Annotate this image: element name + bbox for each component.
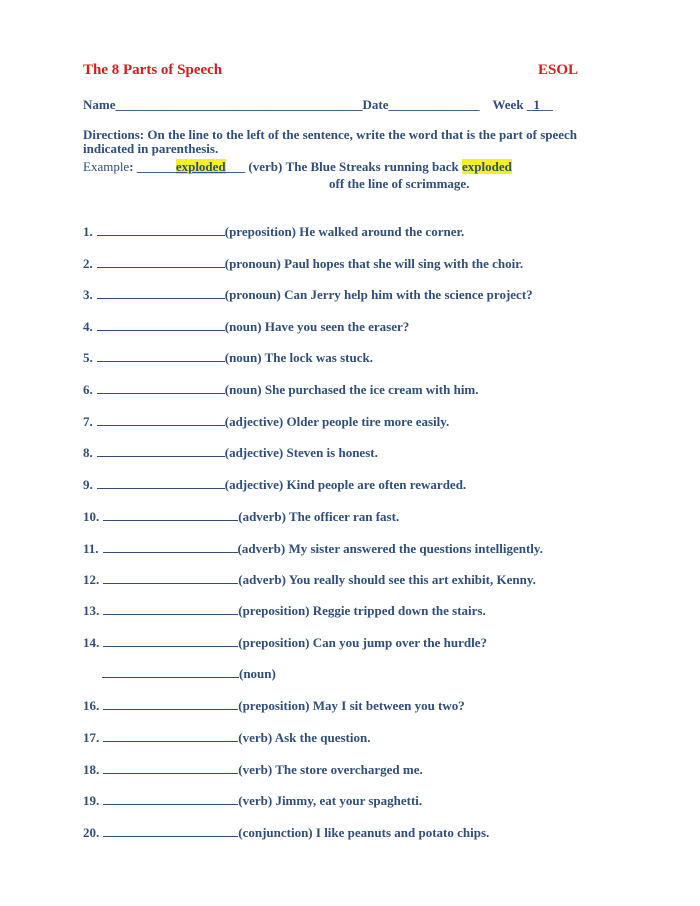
question-sentence: Can Jerry help him with the science project? [284,287,533,302]
question-row [83,825,489,841]
question-sentence: Older people tire more easily. [286,414,450,429]
answer-blank[interactable] [103,509,238,521]
answer-blank[interactable] [103,572,238,584]
question-row [83,414,449,430]
part-of-speech: (pronoun) [224,256,281,271]
part-of-speech: (noun) [239,666,276,681]
student-info-line: Name______________________________________Date______________ Week _1__ [83,97,553,112]
question-number: 5. [83,350,93,365]
question-number: 13. [83,603,100,618]
answer-blank[interactable] [103,603,238,615]
question-sentence: Paul hopes that she will sing with the choir. [284,256,524,271]
question-number: 17. [83,730,100,745]
part-of-speech: (adverb) [238,509,286,524]
question-sentence: May I sit between you two? [312,698,465,713]
question-number: 19. [83,793,100,808]
question-sentence: Kind people are often rewarded. [286,477,467,492]
part-of-speech: (preposition) [224,224,297,239]
part-of-speech: (adjective) [224,445,284,460]
part-of-speech: (verb) [238,730,273,745]
part-of-speech: (preposition) [238,603,310,618]
answer-blank[interactable] [103,762,238,774]
question-sentence: I like peanuts and potato chips. [315,825,490,840]
answer-blank[interactable] [97,319,225,331]
question-sentence: Can you jump over the hurdle? [312,635,487,650]
question-sentence: Steven is honest. [286,445,378,460]
question-number: 6. [83,382,93,397]
part-of-speech: (noun) [224,382,262,397]
part-of-speech: (adjective) [224,477,284,492]
question-row [83,793,422,809]
course-tag: ESOL [537,62,578,78]
question-number: 14. [83,635,100,650]
date-label: Date [362,97,389,112]
answer-blank[interactable] [103,698,238,710]
question-number: 4. [83,319,93,334]
question-row [83,350,373,366]
answer-blank[interactable] [97,256,225,268]
answer-blank[interactable] [97,477,225,489]
part-of-speech: (conjunction) [238,825,313,840]
question-sentence: The store overcharged me. [275,762,423,777]
question-row [83,319,409,335]
question-number: 20. [83,825,100,840]
question-row [102,666,276,682]
answer-blank[interactable] [103,730,238,742]
directions-text: Directions: On the line to the left of the sentence, write the word that is the part of speech indicated in parenthesis. [83,127,578,156]
part-of-speech: (adjective) [224,414,284,429]
question-row [83,477,466,493]
answer-blank[interactable] [103,541,238,553]
example-colon: : [129,159,134,174]
question-sentence: You really should see this art exhibit, Kenny. [288,572,536,587]
part-of-speech: (noun) [224,350,262,365]
example-answer: exploded [175,159,226,174]
answer-blank[interactable] [102,666,239,678]
part-of-speech: (pronoun) [224,287,281,302]
example-label: Example [83,159,130,174]
part-of-speech: (adverb) [238,572,286,587]
question-sentence: Jimmy, eat your spaghetti. [275,793,423,808]
example-part: (verb) [248,159,283,174]
answer-blank[interactable] [97,350,225,362]
question-number: 12. [83,572,100,587]
question-number: 8. [83,445,93,460]
date-field[interactable]: ______________ [388,97,480,112]
question-row [83,762,423,778]
answer-blank[interactable] [103,793,238,805]
answer-blank[interactable] [97,382,225,394]
question-number: 11. [83,541,99,556]
question-row [83,635,487,651]
worksheet-title: The 8 Parts of Speech [83,62,223,78]
question-number: 3. [83,287,93,302]
question-row [83,730,370,746]
example-line [83,159,512,174]
part-of-speech: (preposition) [238,698,310,713]
part-of-speech: (verb) [238,762,273,777]
question-sentence: Ask the question. [274,730,371,745]
question-row [83,224,464,240]
example-blank-post: ___ [225,159,246,174]
part-of-speech: (adverb) [237,541,286,556]
question-row [83,572,536,588]
question-number: 7. [83,414,93,429]
part-of-speech: (verb) [238,793,273,808]
example-sentence-a: The Blue Streaks running back [285,159,459,174]
name-label: Name [83,97,116,112]
answer-blank[interactable] [103,635,238,647]
answer-blank[interactable] [97,414,225,426]
answer-blank[interactable] [103,825,238,837]
question-sentence: The officer ran fast. [288,509,400,524]
question-row [83,603,486,619]
question-number: 9. [83,477,93,492]
question-row [83,509,399,525]
question-number: 16. [83,698,100,713]
question-row [83,256,523,272]
week-label: Week [492,97,524,112]
question-row [83,445,378,461]
question-row [83,541,543,557]
question-row [83,698,465,714]
example-blank-pre: ______ [136,159,176,174]
question-sentence: He walked around the corner. [299,224,465,239]
question-sentence: Reggie tripped down the stairs. [312,603,486,618]
part-of-speech: (preposition) [238,635,310,650]
question-number: 2. [83,256,93,271]
question-number: 18. [83,762,100,777]
example-sentence-b: off the line of scrimmage. [329,176,470,191]
question-sentence: She purchased the ice cream with him. [264,382,479,397]
answer-blank[interactable] [97,287,225,299]
question-row [83,287,533,303]
example-highlight: exploded [461,159,512,174]
question-sentence: The lock was stuck. [264,350,373,365]
question-sentence: My sister answered the questions intelligently. [288,541,543,556]
question-number: 1. [83,224,93,239]
part-of-speech: (noun) [224,319,262,334]
answer-blank[interactable] [97,224,225,236]
name-field[interactable]: ______________________________________ [115,97,363,112]
question-number: 10. [83,509,100,524]
question-row [83,382,479,398]
week-value: 1 [533,97,540,112]
question-sentence: Have you seen the eraser? [264,319,410,334]
answer-blank[interactable] [97,445,225,457]
